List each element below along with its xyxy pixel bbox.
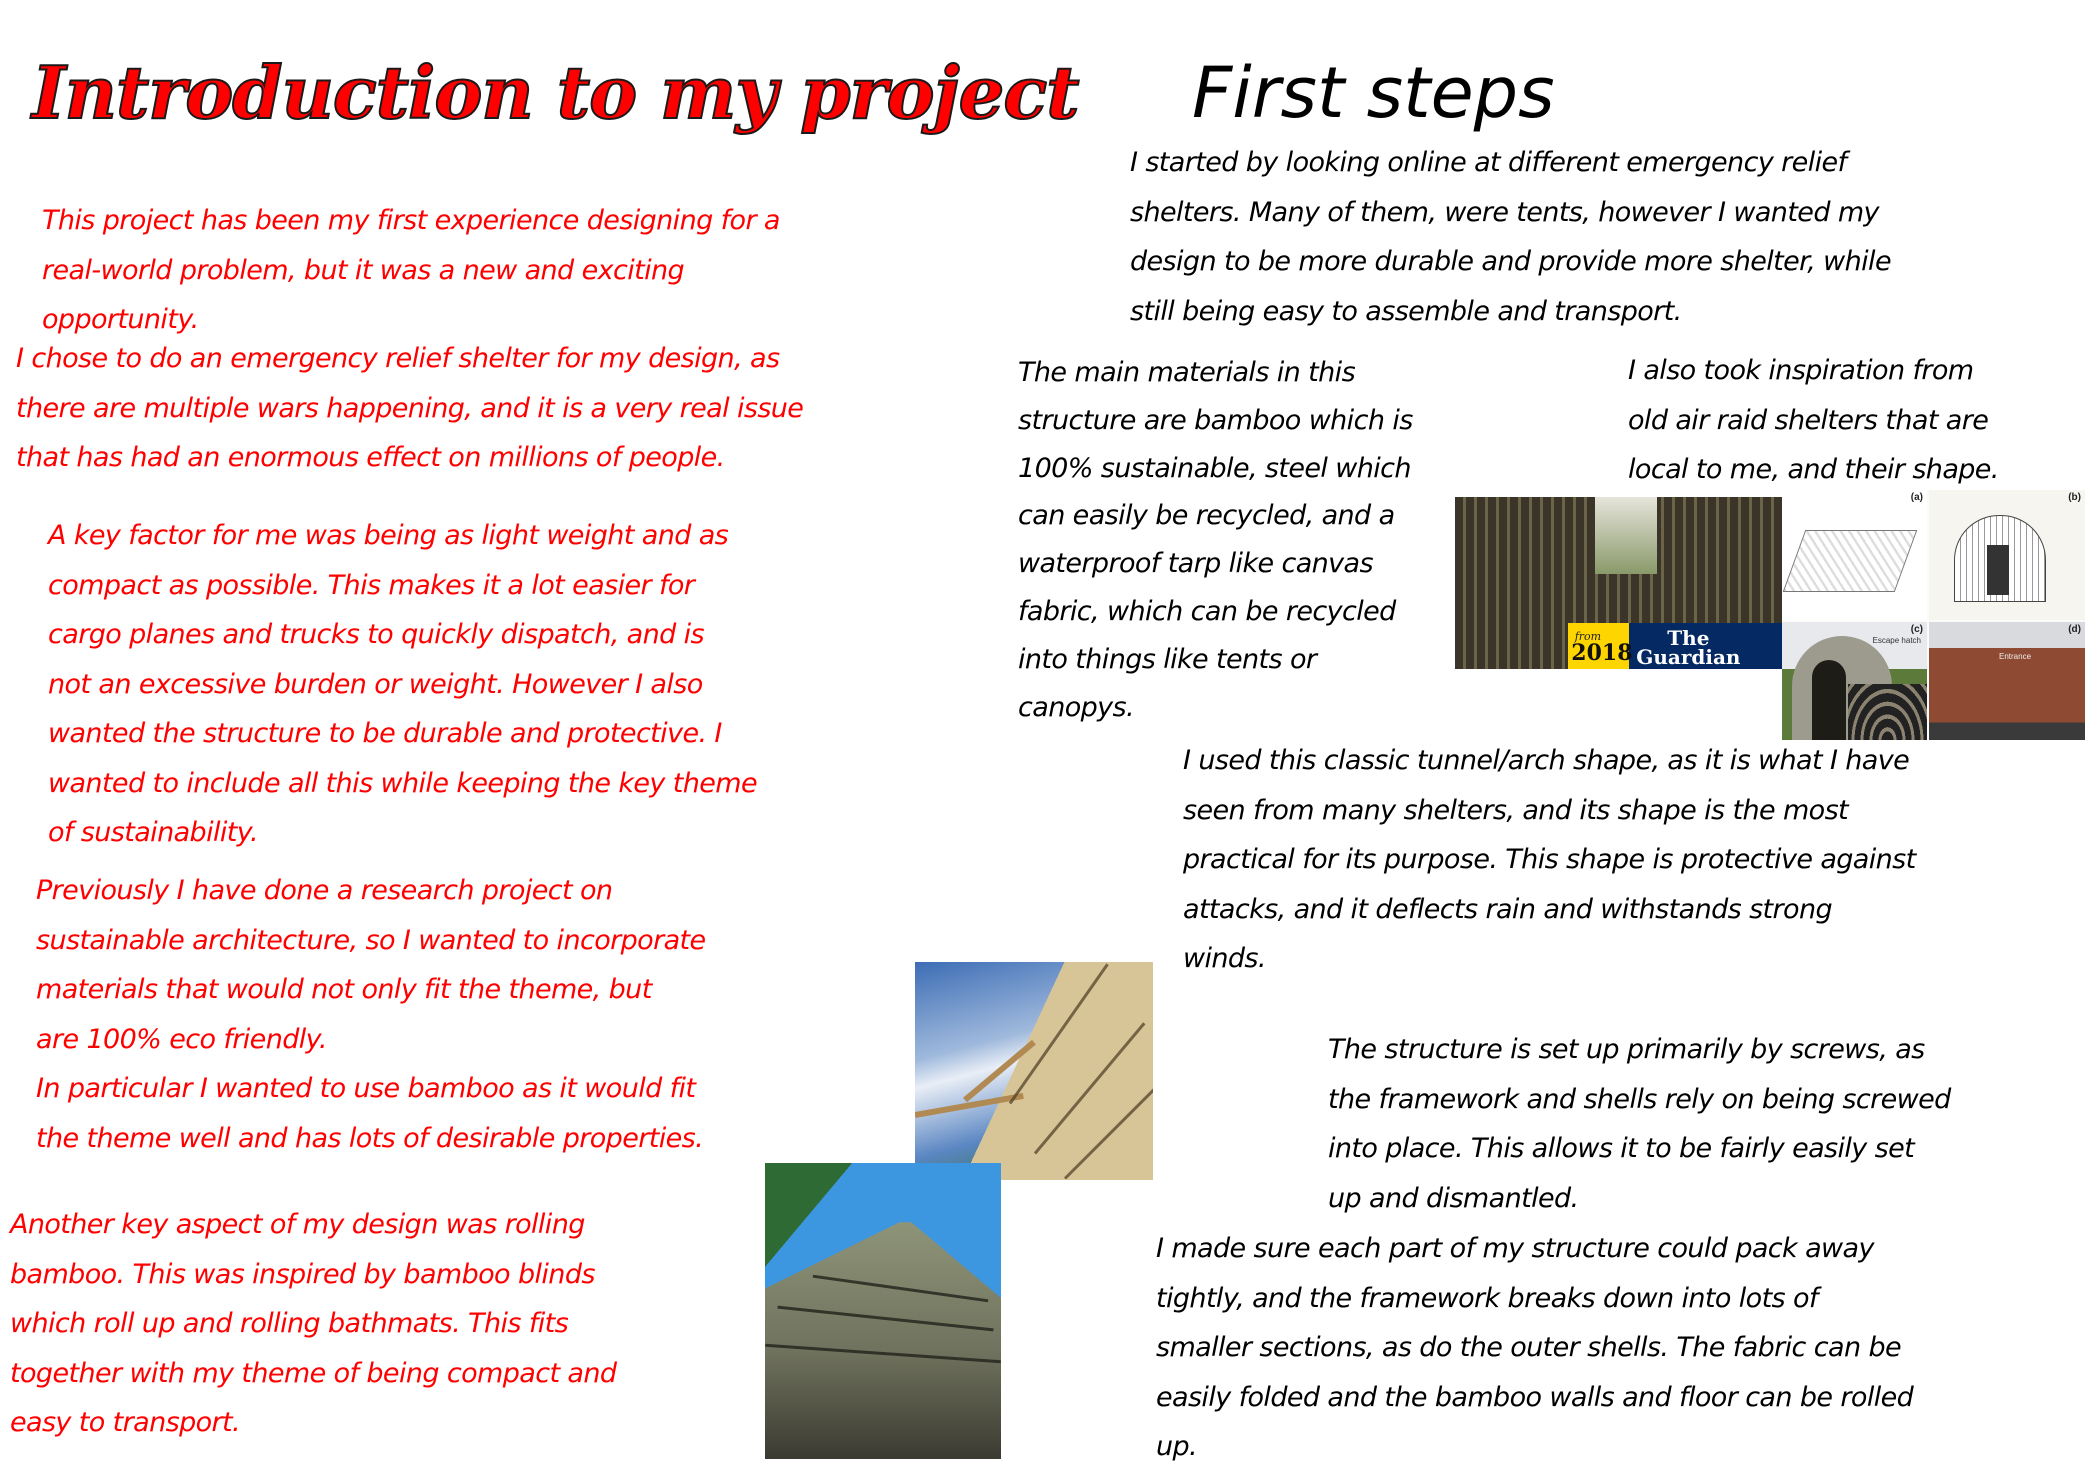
badge-from-text: from — [1574, 630, 1602, 644]
inspiration-paragraph — [1628, 346, 1999, 495]
screws-paragraph — [1328, 1025, 1951, 1223]
bamboo-pole — [963, 1040, 1036, 1102]
panel-label-c: (c) — [1910, 624, 1923, 635]
panel-label-b: (b) — [2068, 492, 2081, 503]
text-line: shelters. Many of them, were tents, however I wanted my — [1130, 196, 1879, 228]
bamboo-roof-photo — [765, 1163, 1001, 1459]
text-line: wanted the structure to be durable and protective. I — [48, 718, 722, 749]
text-line: that has had an enormous effect on millions of people. — [16, 442, 725, 473]
text-line: sustainable architecture, so I wanted to incorporate — [36, 924, 706, 956]
text-line: there are multiple wars happening, and it is a very real issue — [16, 392, 804, 424]
badge-guardian-text — [1636, 626, 1741, 669]
text-line: The main materials in this — [1018, 357, 1356, 388]
text-line: opportunity. — [42, 304, 199, 335]
text-line: I used this classic tunnel/arch shape, as it is what I have — [1183, 745, 1910, 776]
text-line: practical for its purpose. This shape is protective against — [1183, 844, 1916, 875]
text-line: the theme well and has lots of desirable properties. — [36, 1122, 704, 1154]
panel-label-a: (a) — [1910, 492, 1923, 503]
tunnel-inset — [1848, 684, 1927, 740]
badge-year-text: 2018 — [1571, 639, 1633, 666]
entrance-label: Entrance — [1999, 652, 2032, 661]
text-line: into place. This allows it to be fairly easily set — [1328, 1133, 1915, 1164]
text-line: This project has been my first experience designing for a — [42, 205, 780, 236]
text-line: not an excessive burden or weight. However I also — [48, 668, 703, 700]
badge-guardian: Guardian — [1636, 645, 1741, 669]
text-line: Another key aspect of my design was rolling — [10, 1209, 585, 1240]
text-line: can easily be recycled, and a — [1018, 500, 1395, 532]
text-line: compact as possible. This makes it a lot easier for — [48, 569, 695, 601]
air-raid-shelter-photo — [1455, 497, 1797, 669]
text-line: attacks, and it deflects rain and withstands strong — [1183, 893, 1833, 925]
packing-paragraph — [1156, 1224, 1913, 1472]
text-line: fabric, which can be recycled — [1018, 595, 1396, 627]
text-line: 100% sustainable, steel which — [1018, 452, 1411, 484]
panel-c — [1782, 622, 1927, 740]
text-line: I made sure each part of my structure could pack away — [1156, 1233, 1874, 1264]
intro-paragraph-4 — [36, 866, 706, 1163]
text-line: tightly, and the framework breaks down into lots of — [1156, 1282, 1818, 1314]
text-line: canopys. — [1018, 691, 1134, 723]
text-line: real-world problem, but it was a new and exciting — [42, 254, 685, 286]
shelter-sketch-a — [1783, 530, 1918, 592]
text-line: design to be more durable and provide more shelter, while — [1130, 246, 1891, 277]
intro-paragraph-2 — [16, 334, 803, 483]
text-line: of sustainability. — [48, 817, 259, 848]
materials-paragraph — [1018, 349, 1413, 731]
bamboo-wall-photo — [915, 962, 1153, 1180]
text-line: Previously I have done a research project on — [36, 875, 613, 906]
shelter-door — [1987, 545, 2009, 595]
shingle-line — [1064, 1078, 1153, 1179]
panel-d — [1929, 622, 2085, 740]
text-line: which roll up and rolling bathmats. This fits — [10, 1308, 569, 1339]
text-line: structure are bamboo which is — [1018, 404, 1413, 436]
air-raid-shelter-diagrams — [1782, 490, 2085, 740]
text-line: A key factor for me was being as light weight and as — [48, 520, 729, 551]
text-line: are 100% eco friendly. — [36, 1023, 327, 1055]
text-line: seen from many shelters, and its shape is the most — [1183, 794, 1849, 826]
text-line: winds. — [1183, 943, 1266, 974]
shelter-opening — [1595, 497, 1657, 574]
text-line: easy to transport. — [10, 1407, 241, 1438]
first-steps-title: First steps — [1192, 52, 1555, 134]
shape-paragraph — [1183, 736, 1916, 984]
intro-paragraph-5 — [10, 1200, 616, 1448]
text-line: smaller sections, as do the outer shells. The fabric can be — [1156, 1332, 1902, 1363]
text-line: local to me, and their shape. — [1628, 454, 1999, 485]
text-line: the framework and shells rely on being screwed — [1328, 1083, 1951, 1115]
text-line: materials that would not only fit the theme, but — [36, 974, 652, 1005]
text-line: I also took inspiration from — [1628, 355, 1974, 386]
text-line: up. — [1156, 1431, 1198, 1462]
shelter-arch-door — [1812, 660, 1846, 740]
intro-paragraph-1 — [42, 196, 780, 345]
text-line: I chose to do an emergency relief shelter for my design, as — [16, 343, 780, 374]
text-line: easily folded and the bamboo walls and floor can be rolled — [1156, 1381, 1914, 1413]
text-line: I started by looking online at different emergency relief — [1130, 147, 1847, 178]
badge-the: The — [1667, 626, 1710, 651]
bamboo-roof — [765, 1222, 1001, 1459]
text-line: up and dismantled. — [1328, 1182, 1579, 1214]
text-line: The structure is set up primarily by screws, as — [1328, 1034, 1925, 1065]
text-line: In particular I wanted to use bamboo as it would fit — [36, 1073, 696, 1104]
intro-paragraph-3 — [48, 511, 757, 858]
text-line: into things like tents or — [1018, 643, 1317, 675]
text-line: together with my theme of being compact and — [10, 1357, 617, 1389]
panel-b — [1929, 490, 2085, 620]
escape-hatch-label: Escape hatch — [1872, 636, 1921, 645]
text-line: waterproof tarp like canvas — [1018, 548, 1373, 580]
text-line: cargo planes and trucks to quickly dispatch, and is — [48, 619, 705, 650]
text-line: bamboo. This was inspired by bamboo blinds — [10, 1258, 595, 1290]
intro-title: Introduction to my project — [32, 50, 1079, 135]
first-steps-paragraph — [1130, 138, 1891, 336]
text-line: old air raid shelters that are — [1628, 404, 1989, 436]
panel-a — [1782, 490, 1927, 620]
panel-label-d: (d) — [2068, 624, 2081, 635]
text-line: wanted to include all this while keeping the key theme — [48, 767, 757, 799]
text-line: still being easy to assemble and transport. — [1130, 295, 1682, 327]
